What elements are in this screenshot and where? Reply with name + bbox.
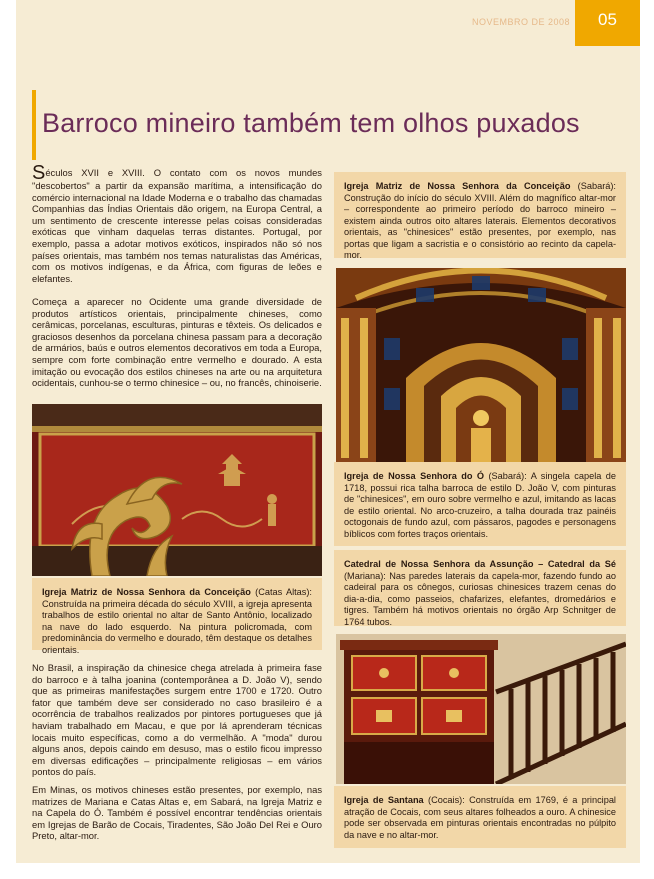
caption-catas-altas-text: (Catas Altas): Construída na primeira década do século XVIII, a igreja apresenta trabalhos de estilo oriental no altar de Santo Antônio, localizado na nave do lado esquerdo. Na pintura policromada, com predominância do vermelho e dourado, têm destaque os detalhes orientais. bbox=[42, 587, 312, 655]
caption-catedral-se bbox=[334, 550, 626, 626]
caption-sabara-o bbox=[334, 462, 626, 546]
page-number: 05 bbox=[575, 0, 640, 46]
caption-catas-altas bbox=[32, 578, 322, 655]
photo-capela-do-o-interior bbox=[336, 268, 626, 462]
caption-sabara-conceicao-text: (Sabará): Construção do início do século XVIII. Além do magnífico altar-mor – correspondente ao primeiro período do barroco mineiro – existem ainda outros oito altares laterais. Elementos decorativos orientais, as "chinesices" estão presentes, por exemplo, nas portas que ligam a sacristia e o consistório ao recinto da capela-mor. bbox=[344, 181, 616, 260]
caption-santana-title: Igreja de Santana bbox=[344, 795, 424, 805]
photo-catas-altas-altar bbox=[32, 404, 322, 576]
caption-sabara-conceicao bbox=[334, 172, 626, 258]
paragraph-brazil: No Brasil, a inspiração da chinesice chega atrelada à primeira fase do barroco e à talha joanina (contemporânea a D. João V), sendo que as primeiras manifestações surgem entre 1700 e 1720. Outro fator que também deve ser considerado no caso brasileiro é a ocorrência de trabalhos realizados por pintores portugueses que já haviam trabalhado em Macau, e que por lá aprenderam técnicas locais muito específicas, como a do vermelhão. A "moda" durou alguns anos, depois caindo em desuso, mas o estilo ficou impresso em diversas edificações – principalmente religiosas – em vários pontos do país. bbox=[32, 662, 322, 778]
paragraph-minas: Em Minas, os motivos chineses estão presentes, por exemplo, nas matrizes de Mariana e Catas Altas e, em Sabará, na Igreja Matriz e na Capela do Ó. Também é possível encontrar tendências orientais em Igrejas de Barão de Cocais, Tiradentes, São João Del Rei e Ouro Preto, altar-mor. bbox=[32, 784, 322, 842]
caption-catedral-se-title: Catedral de Nossa Senhora da Assunção – Catedral da Sé bbox=[344, 559, 616, 569]
caption-santana bbox=[334, 786, 626, 848]
photo-santana-chest bbox=[336, 634, 626, 784]
paragraph-oriental-products: Começa a aparecer no Ocidente uma grande diversidade de produtos artísticos orientais, principalmente chineses, como cerâmicas, porcelanas, esculturas, pinturas e têxteis. Os delicados e graciosos desenhos da porcelana chinesa passam para a decoração de armários, baús e outros elementos decorativos em toda a Europa, sempre com forte combinação entre vermelho e dourado. A esta imitação ou evocação dos estilos chineses na arte ou na arquitetura ocidentais, cunhou-se o termo chinesice – ou, no francês, chinoiserie. bbox=[32, 296, 322, 389]
article-title: Barroco mineiro também tem olhos puxados bbox=[42, 108, 580, 138]
caption-catedral-se-text: (Mariana): Nas paredes laterais da capela-mor, fazendo fundo ao cadeiral para os cônegos, curiosas chinesices trazem cenas do dia-a-dia, como passeios, chafarizes, elefantes, dromedários e tigres. Também há motivos orientais no órgão Arp Schnitger de 1764 tubos. bbox=[344, 570, 616, 627]
caption-sabara-o-text: (Sabará): A singela capela de 1718, possui rica talha barroca de estilo D. João V, com pinturas de "chinesices", em ouro sobre vermelho e azul, imitando as lacas de estilo oriental. No arco-cruzeiro, a talha dourada traz painéis octogonais de fundo azul, com pássaros, pagodes e personagens bíblicos com fortes traços orientais. bbox=[344, 471, 616, 539]
caption-santana-text: (Cocais): Construída em 1769, é a principal atração de Cocais, com seus altares folheados a ouro. A chinesice pode ser observada em pinturas orientais encontradas no púlpito da nave e no altar-mor. bbox=[344, 795, 616, 840]
caption-sabara-o-title: Igreja de Nossa Senhora do Ó bbox=[344, 471, 485, 481]
issue-date: NOVEMBRO DE 2008 bbox=[471, 17, 570, 27]
caption-sabara-conceicao-title: Igreja Matriz de Nossa Senhora da Conceição bbox=[344, 181, 571, 191]
paragraph-intro-text: éculos XVII e XVIII. O contato com os novos mundes "descobertos" a partir da expansão marítima, a intensificação do comércio internacional na Idade Moderna e o trabalho das chamadas Companhias das Índias Orientais dão origem, na Europa Central, a um sentimento de crescente interesse pelas coisas consideradas exóticas que vinham daquelas terras distantes. Portugal, por exemplo, passa a adotar motivos exóticos, inspirados não só nos países orientais, mas também nos temas naturalistas das Américas, com os motivos indígenas, e da África, com figuras de leões e elefantes. bbox=[32, 167, 322, 284]
paragraph-intro bbox=[32, 162, 322, 284]
drop-cap: S bbox=[32, 162, 46, 184]
caption-catas-altas-title: Igreja Matriz de Nossa Senhora da Conceição bbox=[42, 587, 251, 597]
title-accent-bar bbox=[32, 90, 36, 160]
